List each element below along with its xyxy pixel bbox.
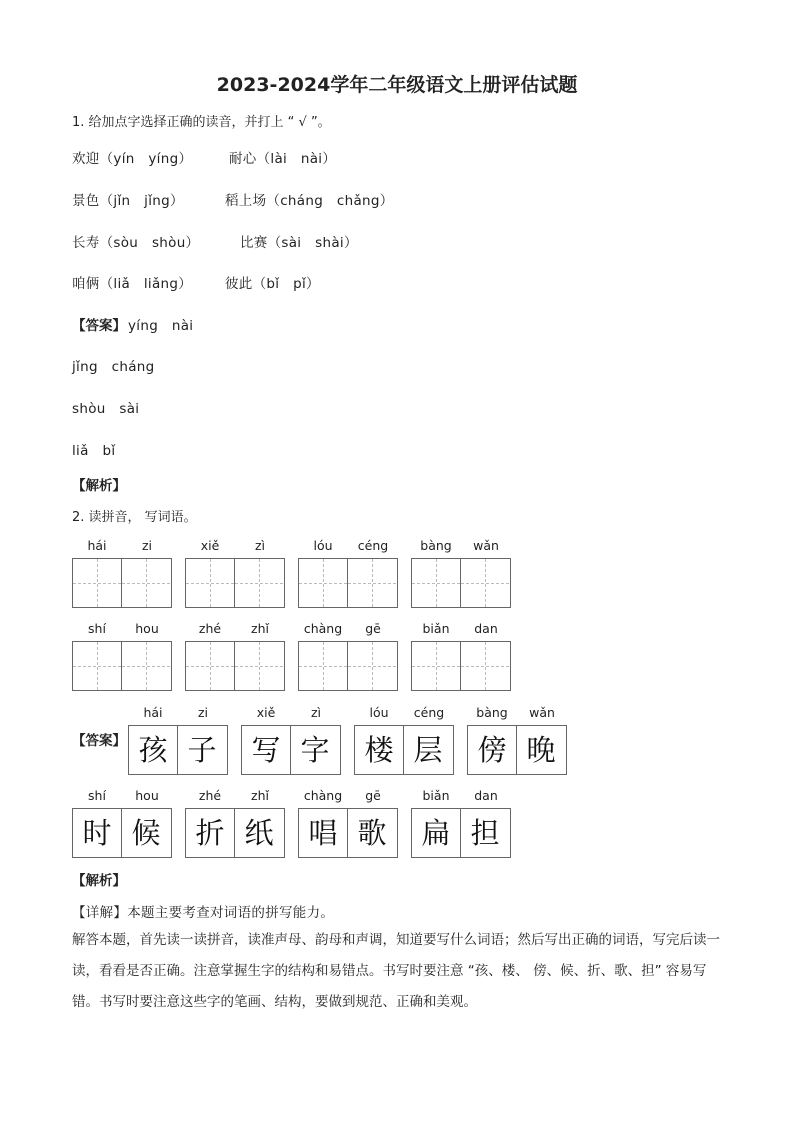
pinyin: lóu <box>369 705 389 720</box>
q1-row-2-right: 稻上场（cháng chǎng） <box>225 193 394 209</box>
pinyin: zi <box>197 705 209 720</box>
q2-analysis-tag: 【解析】 <box>72 873 126 889</box>
pinyin: lóu <box>313 538 333 553</box>
pinyin: zhé <box>198 788 222 803</box>
q1-answer-line-4: liǎ bǐ <box>72 443 116 459</box>
pinyin: shí <box>88 788 106 803</box>
answer-grid <box>467 725 567 775</box>
answer-char: 唱 <box>308 816 338 850</box>
answer-grid <box>354 725 454 775</box>
answer-char: 孩 <box>138 733 168 767</box>
writing-grid[interactable] <box>298 641 398 691</box>
q1-answer-tag: 【答案】 <box>72 318 126 334</box>
q1-row-1-right: 耐心（lài nài） <box>229 151 337 167</box>
q2-detail: 【详解】本题主要考查对词语的拼写能力。 <box>72 905 335 921</box>
answer-char: 子 <box>187 733 217 767</box>
pinyin: hou <box>135 788 159 803</box>
pinyin: céng <box>413 705 445 720</box>
answer-char: 纸 <box>244 816 274 850</box>
answer-char: 担 <box>470 816 500 850</box>
pinyin: chàng <box>303 788 343 803</box>
pinyin: zhé <box>198 621 222 636</box>
pinyin: hái <box>87 538 107 553</box>
answer-grid <box>298 808 398 858</box>
pinyin: hou <box>135 621 159 636</box>
pinyin: wǎn <box>473 538 499 553</box>
writing-grid[interactable] <box>185 641 285 691</box>
q1-row-2-left: 景色（jǐn jǐng） <box>72 193 184 209</box>
writing-grid[interactable] <box>411 641 511 691</box>
q2-explanation: 解答本题，首先读一读拼音，读准声母、韵母和声调，知道要写什么词语；然后写出正确的词语，写完后读一读，看看是否正确。注意掌握生字的结构和易错点。书写时要注意 “孩、楼、 傍、候、折、歌、担” 容易写错。书写时要注意这些字的笔画、结构，要做到规范、正确和美观。 <box>72 932 720 1010</box>
answer-char: 层 <box>413 733 443 767</box>
answer-char: 折 <box>195 816 225 850</box>
answer-char: 字 <box>300 733 330 767</box>
pinyin: xiě <box>256 705 276 720</box>
answer-grid <box>72 808 172 858</box>
pinyin: biǎn <box>422 621 450 636</box>
pinyin: biǎn <box>422 788 450 803</box>
q1-row-4-left: 咱俩（liǎ liǎng） <box>72 276 193 292</box>
answer-char: 时 <box>82 816 112 850</box>
q1-row-4-right: 彼此（bǐ pǐ） <box>225 276 320 292</box>
q1-answer-line-1: yíng nài <box>128 318 194 334</box>
q1-analysis-tag: 【解析】 <box>72 478 126 494</box>
answer-char: 候 <box>131 816 161 850</box>
answer-char: 写 <box>251 733 281 767</box>
pinyin: céng <box>357 538 389 553</box>
pinyin: wǎn <box>529 705 555 720</box>
q1-row-3-right: 比赛（sài shài） <box>240 235 358 251</box>
answer-grid <box>411 808 511 858</box>
answer-char: 歌 <box>357 816 387 850</box>
q1-answer-line-3: shòu sài <box>72 401 140 417</box>
pinyin: bàng <box>420 538 452 553</box>
question-2-prompt: 2. 读拼音， 写词语。 <box>72 510 197 525</box>
q1-row-3-left: 长寿（sòu shòu） <box>72 235 200 251</box>
answer-char: 晚 <box>526 733 556 767</box>
answer-char: 楼 <box>364 733 394 767</box>
answer-char: 傍 <box>477 733 507 767</box>
pinyin: chàng <box>303 621 343 636</box>
writing-grid[interactable] <box>185 558 285 608</box>
q1-row-1-left: 欢迎（yín yíng） <box>72 151 193 167</box>
writing-grid[interactable] <box>72 641 172 691</box>
answer-char: 扁 <box>421 816 451 850</box>
pinyin: hái <box>143 705 163 720</box>
pinyin: zì <box>310 705 322 720</box>
pinyin: dan <box>474 621 498 636</box>
q2-answer-tag: 【答案】 <box>72 733 126 749</box>
pinyin: xiě <box>200 538 220 553</box>
pinyin: zhǐ <box>251 788 269 803</box>
pinyin: zi <box>141 538 153 553</box>
page-title: 2023-2024学年二年级语文上册评估试题 <box>216 74 578 96</box>
writing-grid[interactable] <box>72 558 172 608</box>
pinyin: zì <box>254 538 266 553</box>
pinyin: gē <box>365 788 381 803</box>
pinyin: zhǐ <box>251 621 269 636</box>
answer-grid <box>128 725 228 775</box>
answer-grid <box>185 808 285 858</box>
question-1-prompt: 1. 给加点字选择正确的读音，并打上 “ √ ”。 <box>72 115 331 130</box>
pinyin: dan <box>474 788 498 803</box>
pinyin: gē <box>365 621 381 636</box>
writing-grid[interactable] <box>411 558 511 608</box>
writing-grid[interactable] <box>298 558 398 608</box>
pinyin: bàng <box>476 705 508 720</box>
pinyin: shí <box>88 621 106 636</box>
answer-grid <box>241 725 341 775</box>
q1-answer-line-2: jǐng cháng <box>72 359 155 375</box>
